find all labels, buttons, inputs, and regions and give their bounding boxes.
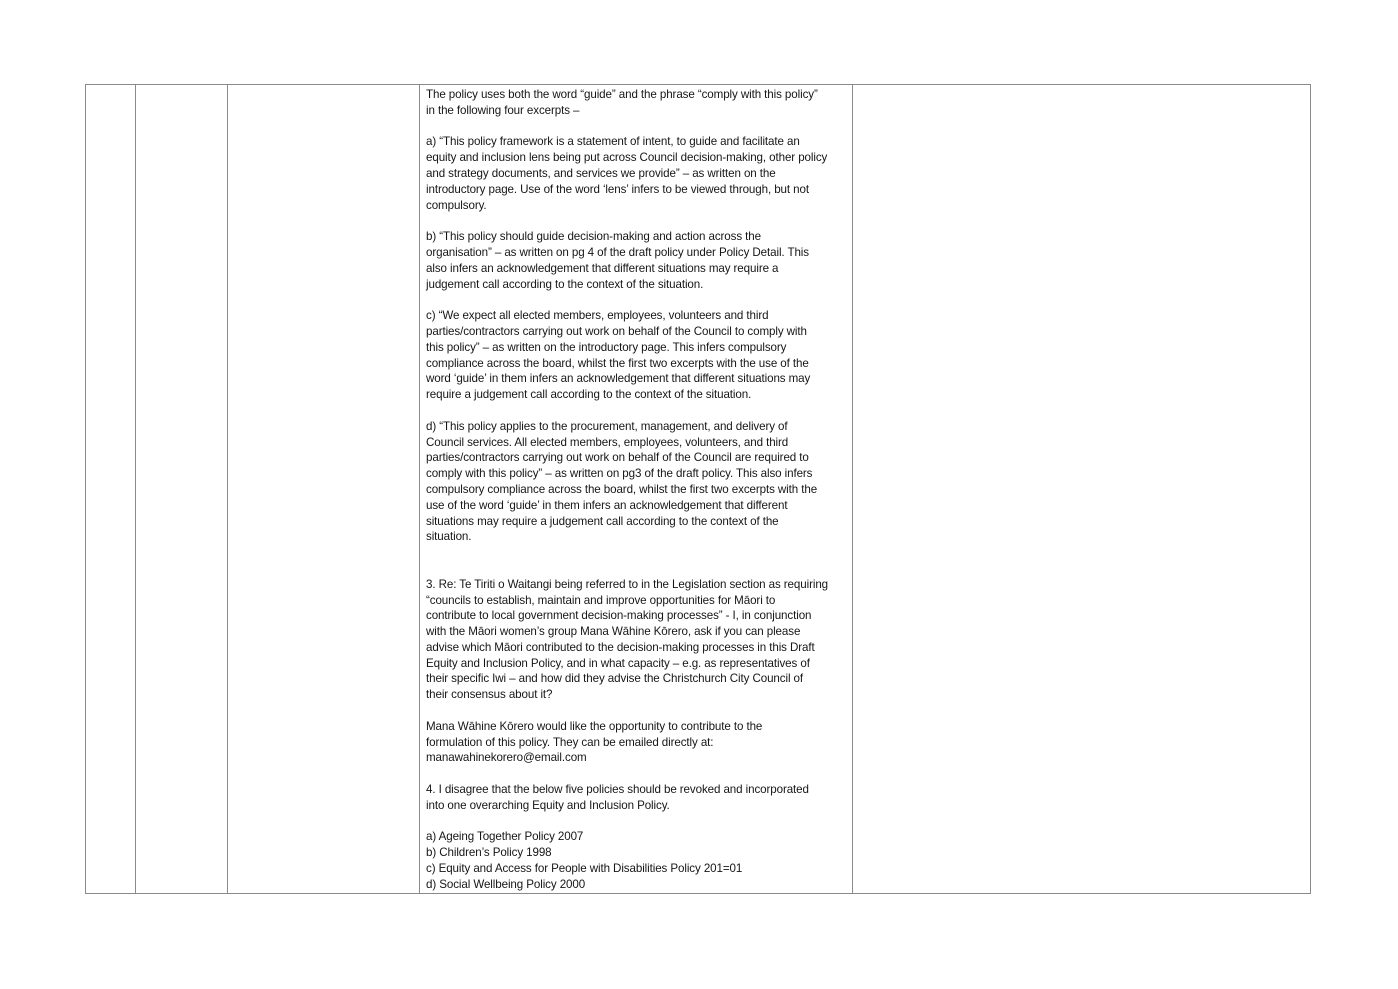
- submission-table: [85, 84, 1311, 894]
- table-cell-5: [853, 85, 1311, 894]
- table-row: [86, 85, 1311, 894]
- table-cell-1: [86, 85, 136, 894]
- excerpt-a-paragraph: a) “This policy framework is a statement of intent, to guide and facilitate an equity and inclusion lens being put across Council decision-making, other policy and strategy documents, and services we provide” – as written on the introductory page. Use of the word ‘lens’ infers to be viewed through, but not compulsory.: [426, 135, 828, 212]
- excerpt-b-paragraph: b) “This policy should guide decision-making and action across the organisation” – as written on pg 4 of the draft policy under Policy Detail. This also infers an acknowledgement that different situations may require a judgement call according to the context of the situation.: [426, 230, 809, 291]
- submission-text: [420, 85, 852, 893]
- list-item: b) Children’s Policy 1998: [426, 846, 552, 860]
- excerpt-d-paragraph: d) “This policy applies to the procurement, management, and delivery of Council services. All elected members, employees, volunteers, and third parties/contractors carrying out work on behalf of the Council are required to comply with this policy” – as written on pg3 of the draft policy. This also infers compulsory compliance across the board, whilst the first two excerpts with the use of the word ‘guide’ in them infers an acknowledgement that different situations may require a judgement call according to the context of the situation.: [426, 419, 818, 544]
- point-4-paragraph: 4. I disagree that the below five policies should be revoked and incorporated into one overarching Equity and Inclusion Policy.: [426, 783, 809, 812]
- point-3-paragraph: 3. Re: Te Tiriti o Waitangi being referred to in the Legislation section as requiring “councils to establish, maintain and improve opportunities for Māori to contribute to local government decision-making processes” - I, in conjunction with the Māori women’s group Mana Wāhine Kōrero, ask if you can please advise which Māori contributed to the decision-making processes in this Draft Equity and Inclusion Policy, and in what capacity – e.g. as representatives of their specific Iwi – and how did they advise the Christchurch City Council of their consensus about it?: [426, 577, 829, 702]
- list-item: c) Equity and Access for People with Disabilities Policy 201=01: [426, 862, 743, 876]
- policies-list: [426, 829, 846, 892]
- intro-paragraph: The policy uses both the word “guide” and the phrase “comply with this policy” in the following four excerpts –: [426, 88, 818, 117]
- table-cell-2: [136, 85, 228, 894]
- list-item: d) Social Wellbeing Policy 2000: [426, 877, 586, 891]
- list-item: a) Ageing Together Policy 2007: [426, 830, 584, 844]
- table-cell-3: [228, 85, 420, 894]
- mana-wahine-paragraph: Mana Wāhine Kōrero would like the opportunity to contribute to the formulation of this policy. They can be emailed directly at: manawahinekorero@email.com: [426, 719, 763, 765]
- table-cell-submission-text: [420, 85, 853, 894]
- excerpt-c-paragraph: c) “We expect all elected members, employees, volunteers and third parties/contractors carrying out work on behalf of the Council to comply with this policy” – as written on the introductory page. This infers compulsory compliance across the board, whilst the first two excerpts with the use of the word ‘guide’ in them infers an acknowledgement that different situations may require a judgement call according to the context of the situation.: [426, 309, 811, 402]
